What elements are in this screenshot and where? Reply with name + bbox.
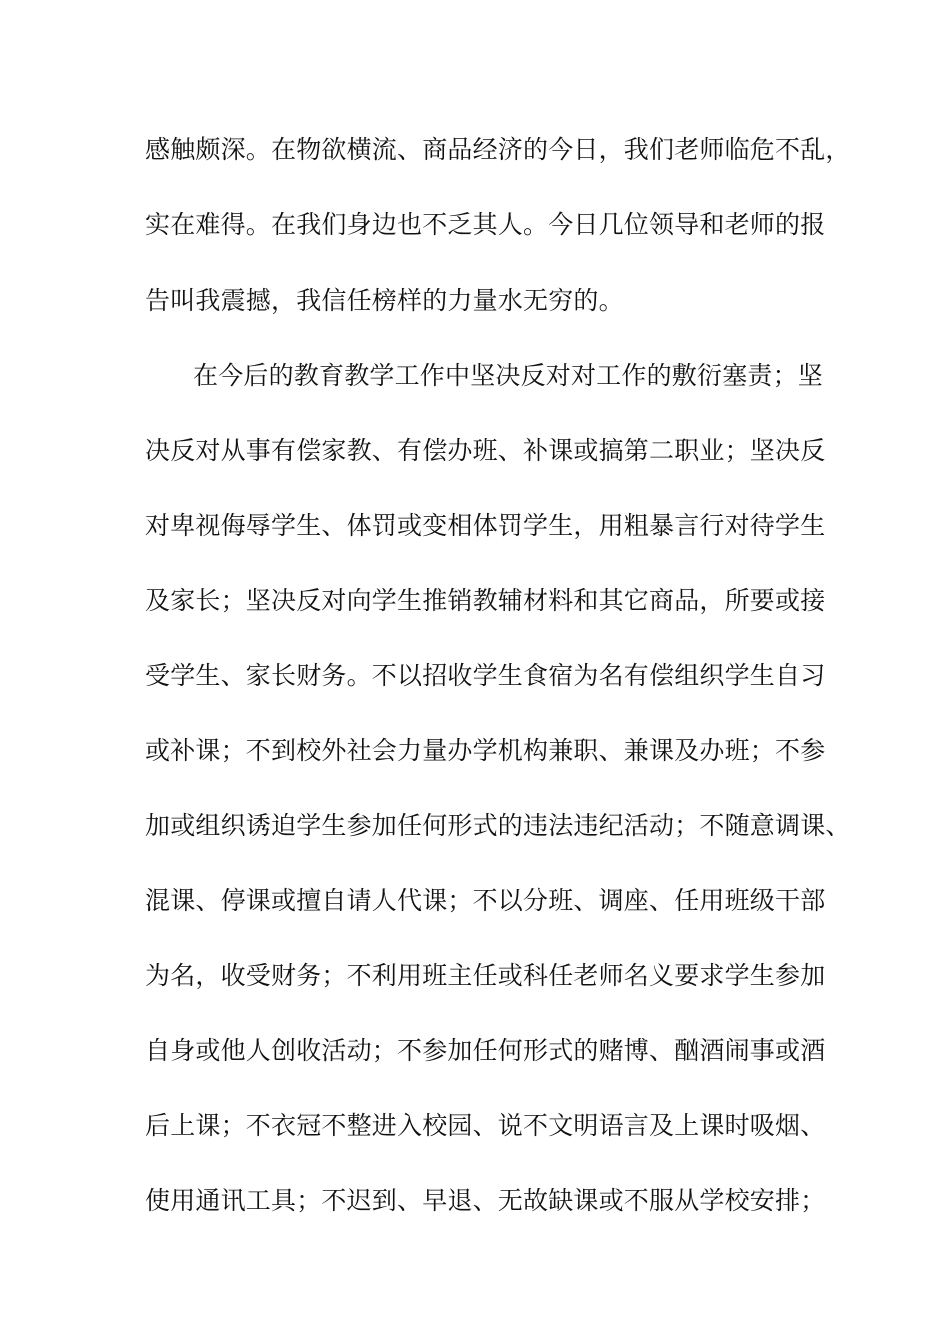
text-line: 实在难得。在我们身边也不乏其人。今日几位领导和老师的报 [145,210,826,239]
text-line: 或补课；不到校外社会力量办学机构兼职、兼课及办班；不参 [145,736,826,765]
text-line: 加或组织诱迫学生参加任何形式的违法违纪活动；不随意调课、 [145,811,851,840]
text-line: 感触颇深。在物欲横流、商品经济的今日，我们老师临危不乱， [145,135,851,164]
text-line: 及家长；坚决反对向学生推销教辅材料和其它商品，所要或接 [145,586,826,615]
text-line: 告叫我震撼，我信任榜样的力量水无穷的。 [145,286,624,315]
text-line: 混课、停课或擅自请人代课；不以分班、调座、任用班级干部 [145,886,826,915]
text-line: 对卑视侮辱学生、体罚或变相体罚学生，用粗暴言行对待学生 [145,511,826,540]
text-line: 决反对从事有偿家教、有偿办班、补课或搞第二职业；坚决反 [145,436,826,465]
text-line: 使用通讯工具；不迟到、早退、无故缺课或不服从学校安排； [145,1186,826,1215]
text-line: 后上课；不衣冠不整进入校园、说不文明语言及上课时吸烟、 [145,1111,826,1140]
text-line: 为名，收受财务；不利用班主任或科任老师名义要求学生参加 [145,961,826,990]
text-line: 受学生、家长财务。不以招收学生食宿为名有偿组织学生自习 [145,661,826,690]
text-line: 自身或他人创收活动；不参加任何形式的赌博、酗酒闹事或酒 [145,1036,826,1065]
paragraph-first-line: 在今后的教育教学工作中坚决反对对工作的敷衍塞责；坚 [193,361,824,390]
